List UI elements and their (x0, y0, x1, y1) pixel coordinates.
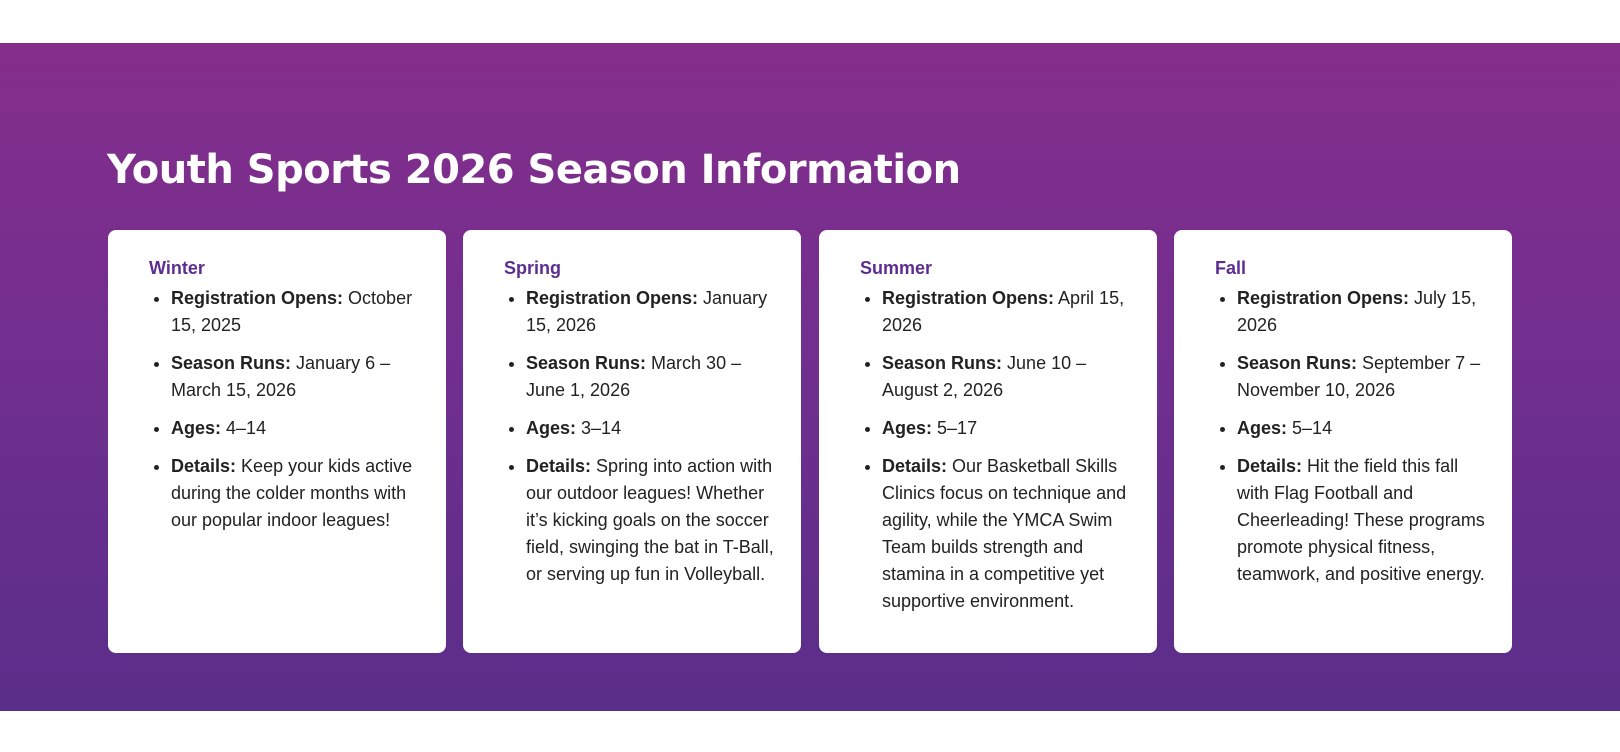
registration-item (526, 285, 779, 339)
registration-item (882, 285, 1135, 339)
season-heading: Winter (149, 258, 205, 278)
season-runs-value: September 7 – November 10, 2026 (1237, 353, 1481, 400)
details-value: Hit the field this fall with Flag Football and Cheerleading! These programs promote physical fitness, teamwork, and positive energy. (1237, 456, 1485, 584)
season-runs-value: March 30 – June 1, 2026 (526, 353, 742, 400)
season-card-spring (463, 230, 801, 653)
ages-value: 4–14 (226, 418, 267, 438)
details-label: Details: (526, 456, 592, 476)
ages-label: Ages: (1237, 418, 1288, 438)
season-runs-value: January 6 – March 15, 2026 (171, 353, 391, 400)
details-item (1237, 453, 1490, 588)
registration-label: Registration Opens: (171, 288, 344, 308)
season-runs-item (171, 350, 424, 404)
registration-value: January 15, 2026 (526, 288, 768, 335)
season-card-summer (819, 230, 1157, 653)
ages-value: 5–17 (937, 418, 978, 438)
page-title: Youth Sports 2026 Season Information (107, 147, 961, 193)
registration-value: October 15, 2025 (171, 288, 413, 335)
season-facts-list (149, 285, 424, 534)
registration-item (171, 285, 424, 339)
ages-value: 3–14 (581, 418, 622, 438)
ages-label: Ages: (526, 418, 577, 438)
ages-item (1237, 415, 1490, 442)
season-facts-list (860, 285, 1135, 615)
season-runs-item (1237, 350, 1490, 404)
ages-value: 5–14 (1292, 418, 1333, 438)
season-card-fall (1174, 230, 1512, 653)
details-item (171, 453, 424, 534)
registration-label: Registration Opens: (1237, 288, 1410, 308)
details-value: Keep your kids active during the colder months with our popular indoor leagues! (171, 456, 413, 530)
season-heading: Fall (1215, 258, 1247, 278)
season-runs-item (882, 350, 1135, 404)
ages-label: Ages: (171, 418, 222, 438)
details-value: Our Basketball Skills Clinics focus on technique and agility, while the YMCA Swim Team builds strength and stamina in a competitive yet supportive environment. (882, 456, 1127, 611)
details-label: Details: (1237, 456, 1303, 476)
season-runs-item (526, 350, 779, 404)
registration-label: Registration Opens: (526, 288, 699, 308)
details-value: Spring into action with our outdoor leagues! Whether it’s kicking goals on the soccer field, swinging the bat in T-Ball, or serving up fun in Volleyball. (526, 456, 774, 584)
season-runs-label: Season Runs: (1237, 353, 1358, 373)
registration-label: Registration Opens: (882, 288, 1055, 308)
ages-item (171, 415, 424, 442)
season-card-winter (108, 230, 446, 653)
season-runs-label: Season Runs: (526, 353, 647, 373)
ages-item (526, 415, 779, 442)
registration-value: April 15, 2026 (882, 288, 1125, 335)
registration-value: July 15, 2026 (1237, 288, 1477, 335)
season-runs-label: Season Runs: (171, 353, 292, 373)
ages-item (882, 415, 1135, 442)
season-info-banner (0, 43, 1620, 711)
season-runs-label: Season Runs: (882, 353, 1003, 373)
season-facts-list (504, 285, 779, 588)
details-label: Details: (882, 456, 948, 476)
season-heading: Spring (504, 258, 561, 278)
details-label: Details: (171, 456, 237, 476)
season-facts-list (1215, 285, 1490, 588)
details-item (526, 453, 779, 588)
registration-item (1237, 285, 1490, 339)
season-heading: Summer (860, 258, 933, 278)
ages-label: Ages: (882, 418, 933, 438)
season-runs-value: June 10 – August 2, 2026 (882, 353, 1087, 400)
details-item (882, 453, 1135, 615)
